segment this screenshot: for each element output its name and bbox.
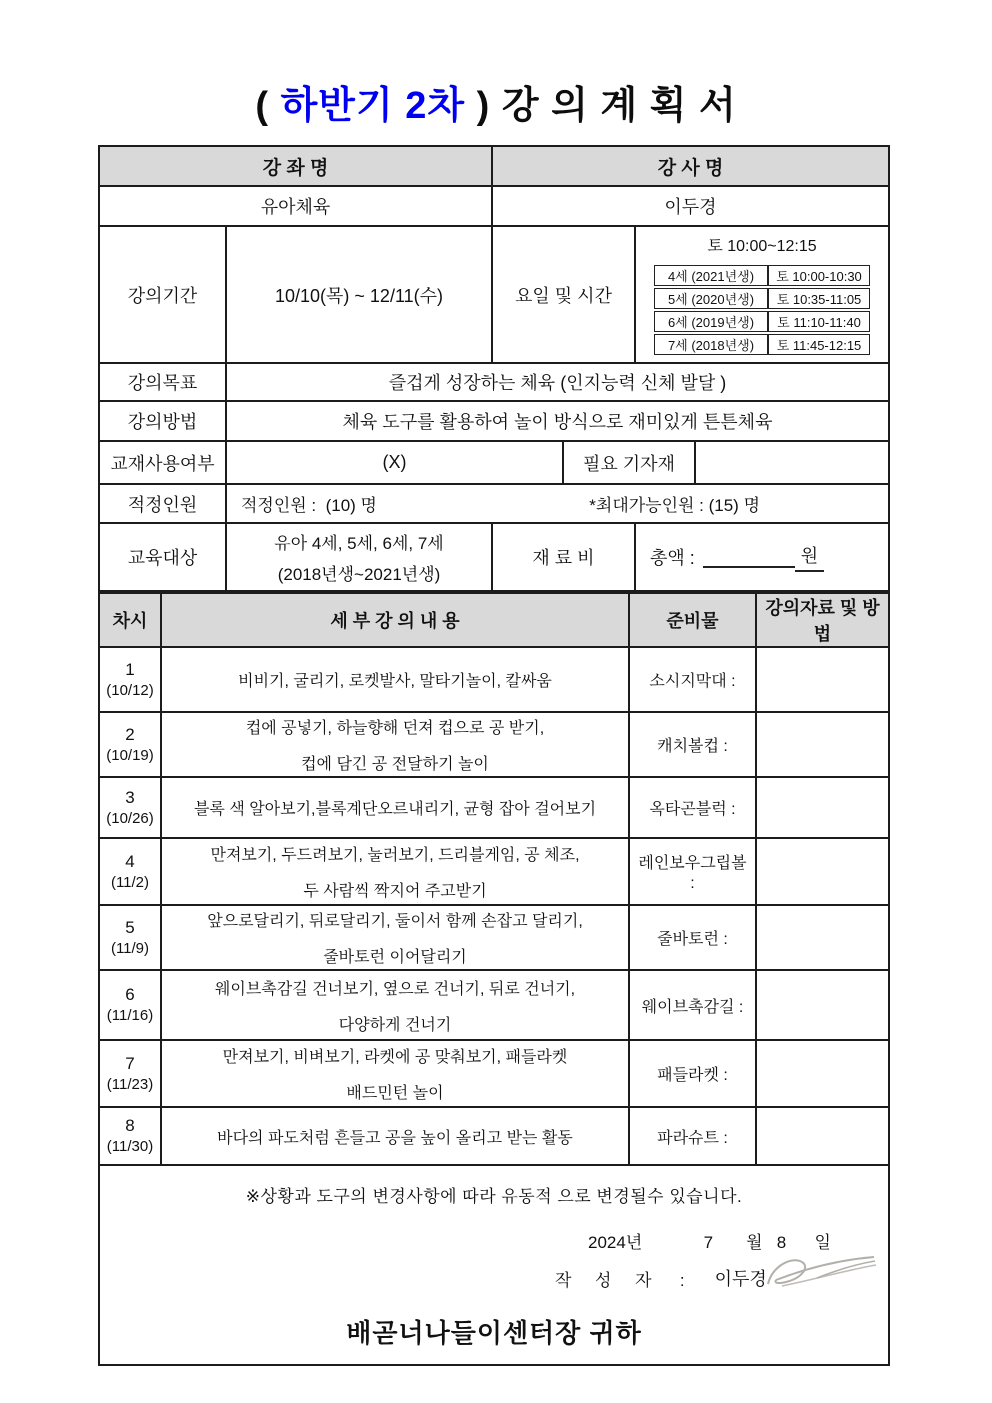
target-line2: (2018년생~2021년생) (277, 565, 441, 584)
col-header-resources: 강의자료 및 방법 (756, 593, 889, 647)
target-label: 교육대상 (99, 523, 226, 591)
session-materials: 패들라켓 : (629, 1040, 756, 1107)
session-content: 비비기, 굴리기, 로켓발사, 말타기놀이, 칼싸움 (161, 647, 629, 712)
session-row (99, 970, 889, 1040)
title-highlight: 하반기 2차 (280, 85, 466, 127)
change-notice: ※상황과 도구의 변경사항에 따라 유동적 으로 변경될수 있습니다. (245, 1187, 743, 1206)
schedule-times-table (654, 263, 870, 357)
session-content: 컵에 공넣기, 하늘향해 던져 컵으로 공 받기, 컵에 담긴 공 전달하기 놀이 (161, 712, 629, 777)
schedule-age: 7세 (2018년생) (654, 334, 768, 355)
session-no: 2 (10/19) (99, 712, 161, 777)
instructor-name-header: 강 사 명 (492, 146, 889, 186)
equipment-value (695, 441, 889, 484)
fee-total-label: 총액 : (650, 548, 695, 568)
col-header-content: 세 부 강 의 내 용 (161, 593, 629, 647)
session-content: 앞으로달리기, 뒤로달리기, 둘이서 함께 손잡고 달리기, 줄바토런 이어달리기 (161, 905, 629, 970)
fee-label: 재 료 비 (492, 523, 635, 591)
session-materials: 웨이브촉감길 : (629, 970, 756, 1040)
session-resources (756, 777, 889, 838)
schedule-age: 6세 (2019년생) (654, 311, 768, 332)
target-line1: 유아 4세, 5세, 6세, 7세 (274, 534, 444, 553)
session-no: 4 (11/2) (99, 838, 161, 905)
col-header-session: 차시 (99, 593, 161, 647)
sessions-table (98, 592, 890, 1366)
goal-value: 즐겁게 성장하는 체육 (인지능력 신체 발달 ) (226, 363, 889, 401)
textbook-value: (X) (226, 441, 563, 484)
fee-total-blank (703, 546, 795, 568)
equipment-label: 필요 기자재 (563, 441, 695, 484)
session-materials: 옥타곤블럭 : (629, 777, 756, 838)
title-paren-close: ) (465, 85, 502, 127)
session-row (99, 647, 889, 712)
signature-mark (762, 1250, 882, 1300)
capacity-values (227, 491, 888, 516)
session-resources (756, 838, 889, 905)
schedule-age: 4세 (2021년생) (654, 265, 768, 286)
schedule-time: 토 10:00-10:30 (768, 265, 870, 286)
session-no: 6 (11/16) (99, 970, 161, 1040)
written-date: 2024년 7 월 8 일 (588, 1233, 831, 1252)
session-row (99, 1040, 889, 1107)
session-resources (756, 1040, 889, 1107)
capacity-max: *최대가능인원 : (15) 명 (589, 496, 760, 515)
session-materials: 레인보우그립볼 : (629, 838, 756, 905)
session-resources (756, 647, 889, 712)
schedule-cell (635, 226, 889, 363)
method-value: 체육 도구를 활용하여 놀이 방식으로 재미있게 튼튼체육 (226, 401, 889, 441)
session-resources (756, 970, 889, 1040)
course-info-table (98, 145, 890, 592)
author-label: 작 성 자 : (555, 1270, 685, 1290)
schedule-row (654, 288, 870, 309)
schedule-row (654, 334, 870, 355)
fee-total-unit: 원 (795, 542, 824, 572)
period-value: 10/10(목) ~ 12/11(수) (226, 226, 492, 363)
textbook-label: 교재사용여부 (99, 441, 226, 484)
session-row (99, 838, 889, 905)
session-row (99, 777, 889, 838)
session-row (99, 712, 889, 777)
session-no: 3 (10/26) (99, 777, 161, 838)
footer-block (99, 1165, 889, 1365)
fee-total-line (636, 542, 888, 572)
session-no: 7 (11/23) (99, 1040, 161, 1107)
title-paren-open: ( (255, 85, 281, 127)
target-values (227, 529, 491, 585)
capacity-label: 적정인원 (99, 484, 226, 523)
session-row (99, 905, 889, 970)
session-materials: 소시지막대 : (629, 647, 756, 712)
session-content: 바다의 파도처럼 흔들고 공을 높이 올리고 받는 활동 (161, 1107, 629, 1165)
schedule-row (654, 311, 870, 332)
author-name: 이두경 (714, 1269, 767, 1289)
schedule-age: 5세 (2020년생) (654, 288, 768, 309)
schedule-title: 토 10:00~12:15 (707, 237, 817, 255)
session-no: 1 (10/12) (99, 647, 161, 712)
session-row (99, 1107, 889, 1165)
session-materials: 줄바토런 : (629, 905, 756, 970)
goal-label: 강의목표 (99, 363, 226, 401)
session-resources (756, 1107, 889, 1165)
schedule-time: 토 11:10-11:40 (768, 311, 870, 332)
recipient-line: 배곧너나들이센터장 귀하 (346, 1318, 642, 1348)
schedule-time: 토 11:45-12:15 (768, 334, 870, 355)
session-content: 만져보기, 비벼보기, 라켓에 공 맞춰보기, 패들라켓 배드민턴 놀이 (161, 1040, 629, 1107)
schedule-time: 토 10:35-11:05 (768, 288, 870, 309)
page-title (0, 74, 992, 129)
session-no: 5 (11/9) (99, 905, 161, 970)
session-content: 블록 색 알아보기,블록계단오르내리기, 균형 잡아 걸어보기 (161, 777, 629, 838)
capacity-cell (226, 484, 889, 523)
course-name-value: 유아체육 (99, 186, 492, 226)
col-header-materials: 준비물 (629, 593, 756, 647)
fee-total-cell (635, 523, 889, 591)
method-label: 강의방법 (99, 401, 226, 441)
target-cell (226, 523, 492, 591)
instructor-name-value: 이두경 (492, 186, 889, 226)
course-name-header: 강 좌 명 (99, 146, 492, 186)
session-no: 8 (11/30) (99, 1107, 161, 1165)
session-content: 만져보기, 두드려보기, 눌러보기, 드리블게임, 공 체조, 두 사람씩 짝지어 주고받기 (161, 838, 629, 905)
schedule-row (654, 265, 870, 286)
session-materials: 파라슈트 : (629, 1107, 756, 1165)
period-label: 강의기간 (99, 226, 226, 363)
session-resources (756, 712, 889, 777)
session-content: 웨이브촉감길 건너보기, 옆으로 건너기, 뒤로 건너기, 다양하게 건너기 (161, 970, 629, 1040)
author-line (555, 1265, 767, 1291)
schedule-label: 요일 및 시간 (492, 226, 635, 363)
session-materials: 캐치볼컵 : (629, 712, 756, 777)
title-main: 강 의 계 획 서 (501, 85, 737, 127)
schedule-block (636, 233, 888, 357)
session-resources (756, 905, 889, 970)
capacity-standard: 적정인원 : (10) 명 (241, 496, 377, 515)
